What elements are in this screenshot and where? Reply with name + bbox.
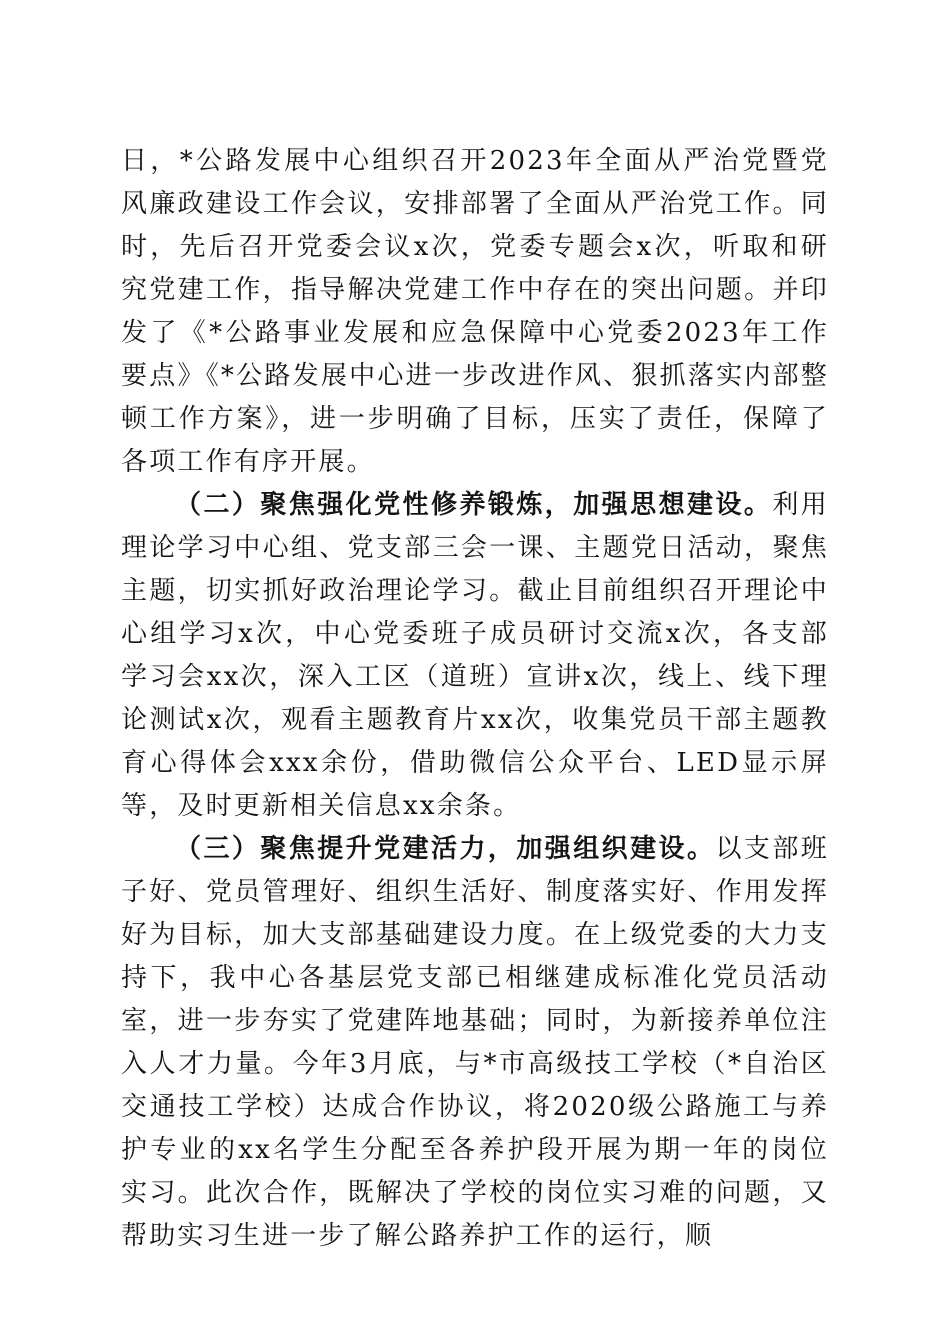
paragraph-body: 利用理论学习中心组、党支部三会一课、主题党日活动，聚焦主题，切实抓好政治理论学习。截止目前组织召开理论中心组学习x次，中心党委班子成员研讨交流x次，各支部学习会xx次，深入工区（道班）宣讲x次，线上、线下理论测试x次，观看主题教育片xx次，收集党员干部主题教育心得体会xxx余份，借助微信公众平台、LED显示屏等，及时更新相关信息xx余条。 <box>121 490 830 821</box>
document-body <box>121 140 829 1258</box>
paragraph-continuation <box>121 140 829 484</box>
paragraph-body: 日，*公路发展中心组织召开2023年全面从严治党暨党风廉政建设工作会议，安排部署了全面从严治党工作。同时，先后召开党委会议x次，党委专题会x次，听取和研究党建工作，指导解决党建工作中存在的突出问题。并印发了《*公路事业发展和应急保障中心党委2023年工作要点》《*公路发展中心进一步改进作风、狠抓落实内部整顿工作方案》，进一步明确了目标，压实了责任，保障了各项工作有序开展。 <box>121 146 829 477</box>
paragraph-heading: （二）聚焦强化党性修养锻炼，加强思想建设。 <box>175 490 773 520</box>
paragraph-body: 以支部班子好、党员管理好、组织生活好、制度落实好、作用发挥好为目标，加大支部基础建设力度。在上级党委的大力支持下，我中心各基层党支部已相继建成标准化党员活动室，进一步夯实了党建阵地基础；同时，为新接养单位注入人才力量。今年3月底，与*市高级技工学校（*自治区交通技工学校）达成合作协议，将2020级公路施工与养护专业的xx名学生分配至各养护段开展为期一年的岗位实习。此次合作，既解决了学校的岗位实习难的问题，又帮助实习生进一步了解公路养护工作的运行，顺 <box>121 834 829 1251</box>
paragraph-organizational-building <box>121 828 829 1258</box>
paragraph-heading: （三）聚焦提升党建活力，加强组织建设。 <box>175 834 716 864</box>
paragraph-ideological-building <box>121 484 829 828</box>
